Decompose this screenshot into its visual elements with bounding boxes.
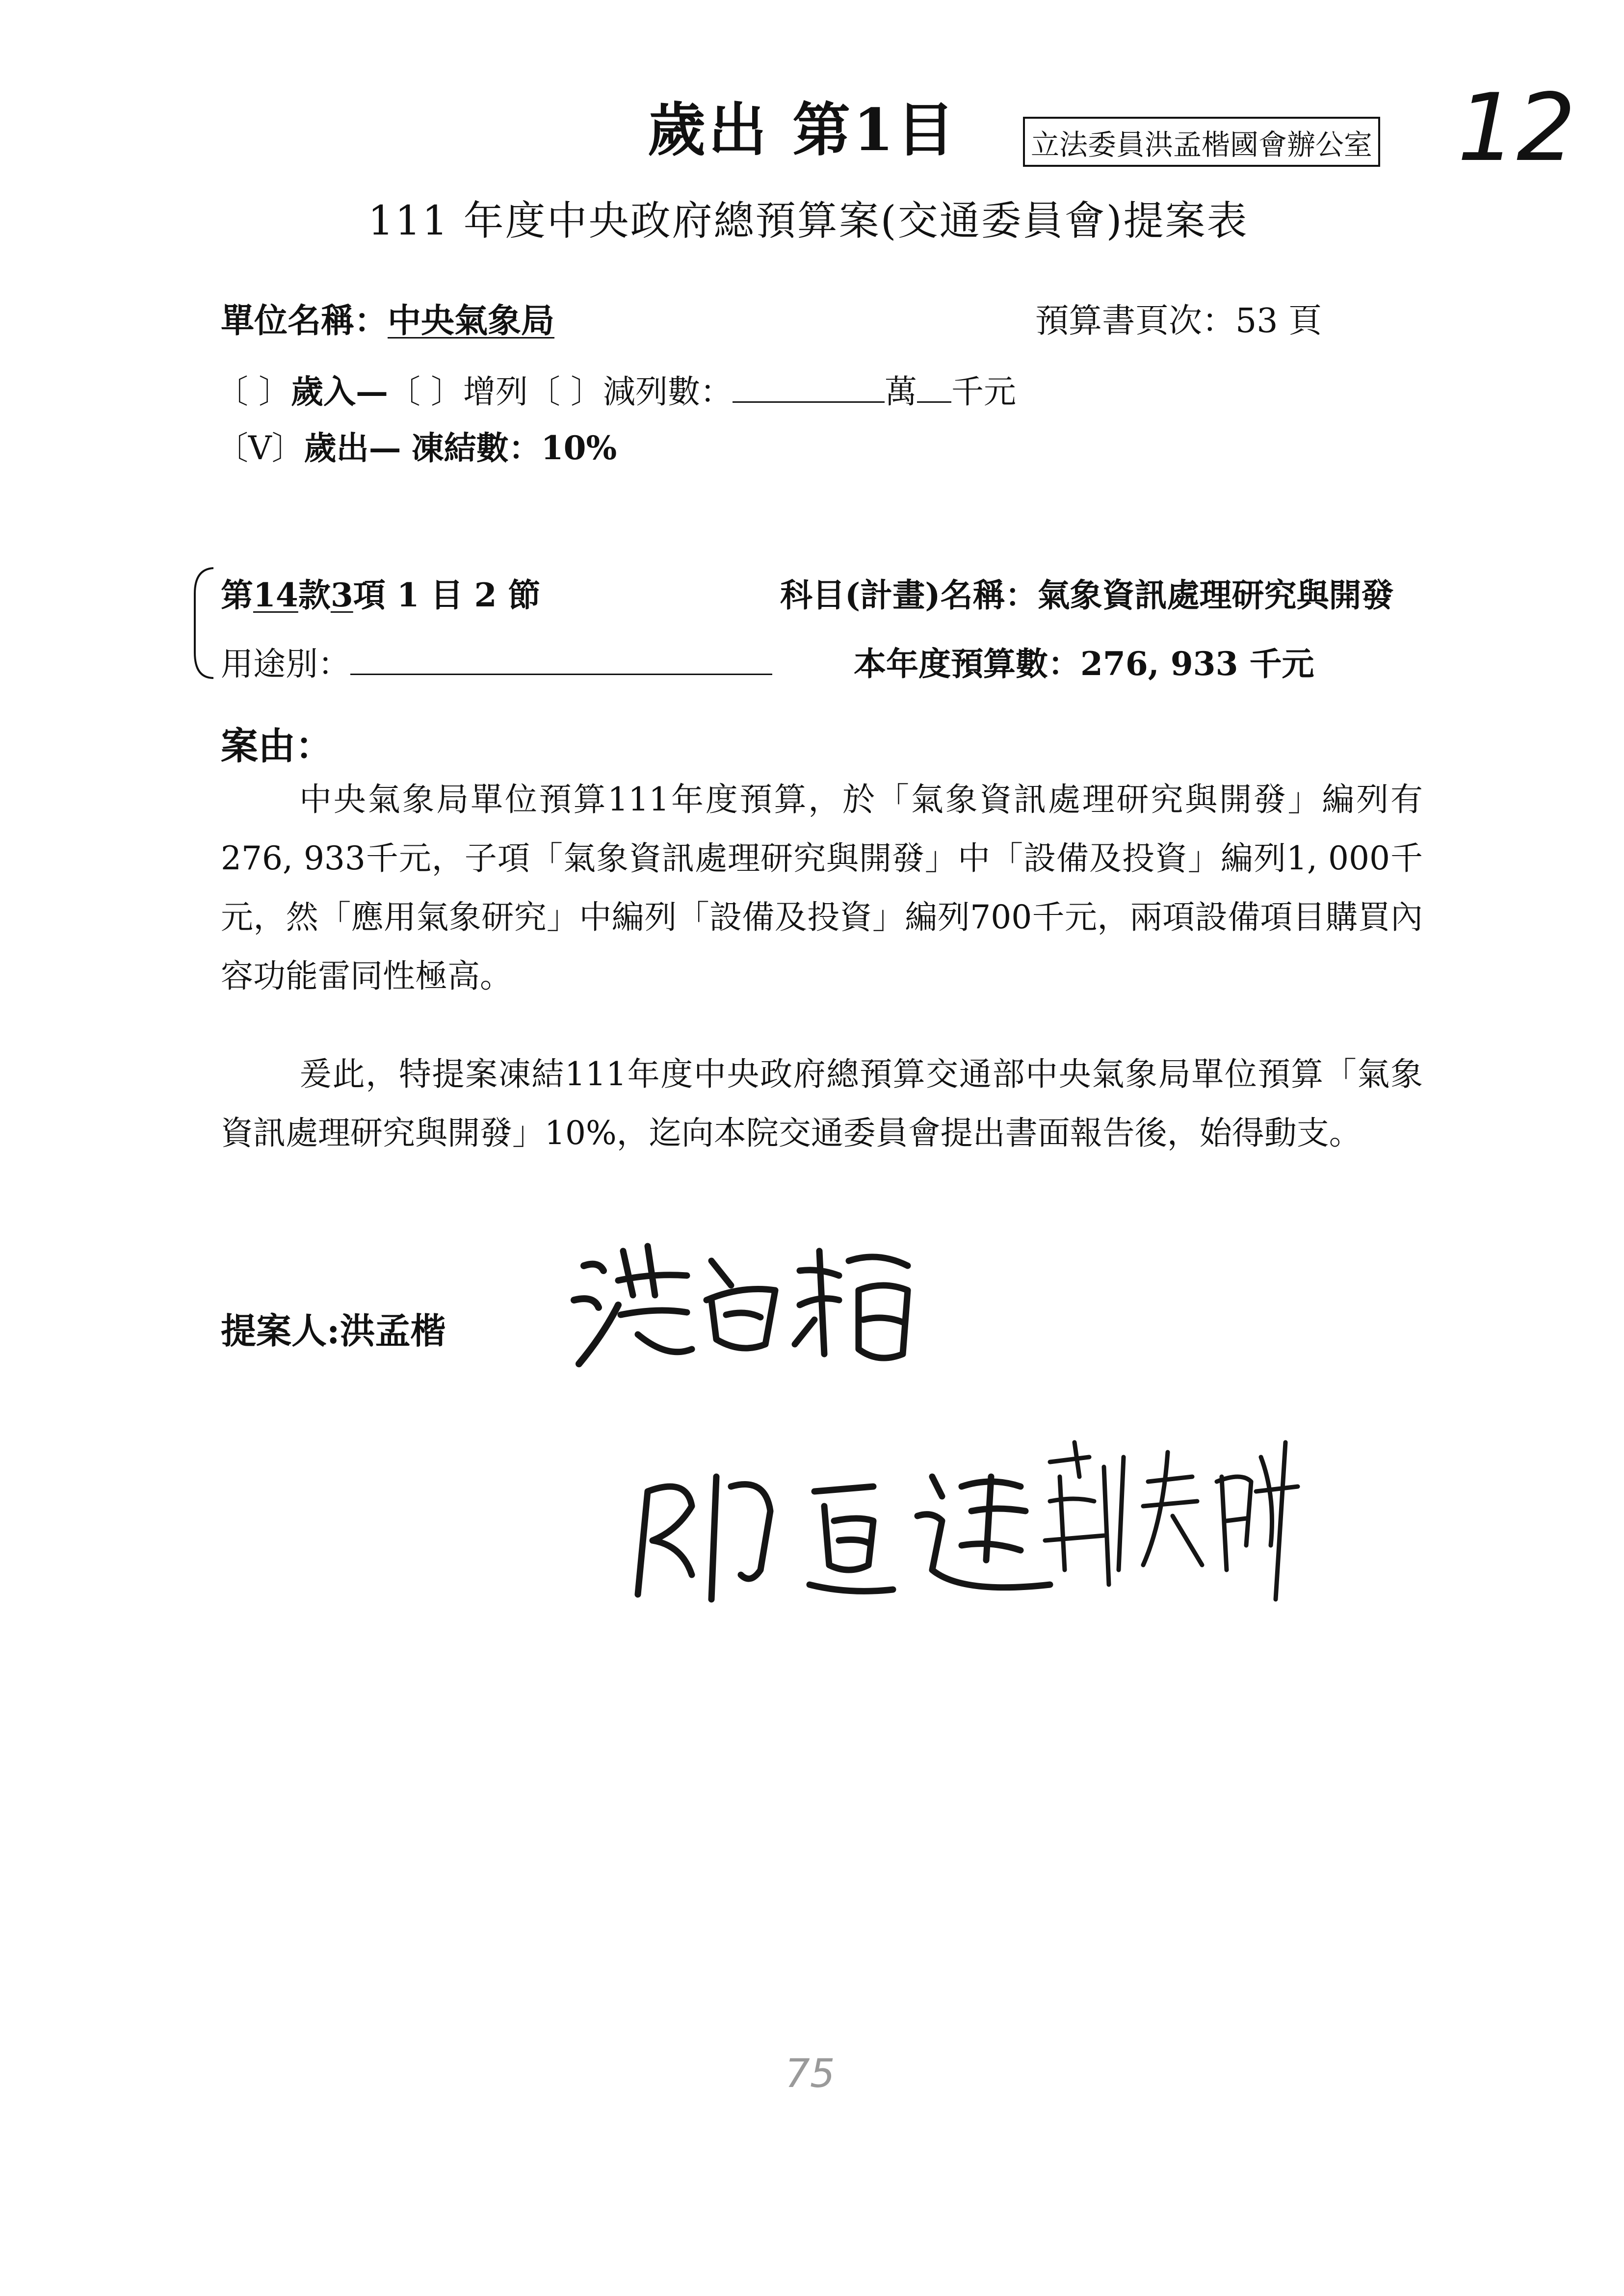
proposer-label: 提案人:洪孟楷 (221, 1310, 446, 1352)
footer-handwritten-number: 75 (785, 2051, 835, 2096)
revenue-row (216, 365, 1016, 412)
decrease-label: 〔 〕減列數： (527, 373, 733, 411)
page-title: 111 年度中央政府總預算案(交通委員會)提案表 (368, 198, 1249, 244)
subject-name: 科目(計畫)名稱：氣象資訊處理研究與開發 (780, 576, 1394, 614)
budget-amount: 本年度預算數：276, 933 千元 (854, 645, 1314, 683)
revenue-label: 歲入— (290, 372, 388, 411)
kuan-label: 款 (298, 576, 331, 614)
proposer-signature (564, 1222, 917, 1379)
reason-paragraph-2: 爰此，特提案凍結111年度中央政府總預算交通部中央氣象局單位預算「氣象資訊處理研究與開發」10%，迄向本院交通委員會提出書面報告後，始得動支。 (221, 1055, 1423, 1152)
item-bracket (189, 564, 218, 682)
revenue-checkbox: 〔 〕 (216, 373, 291, 411)
cosigner-signature-1 (618, 1447, 1070, 1614)
expense-label: 歲出— (304, 429, 401, 467)
office-stamp: 立法委員洪孟楷國會辦公室 (1023, 117, 1380, 167)
item-code-row (221, 569, 541, 616)
amount-blank (733, 401, 885, 403)
unit-row (221, 294, 554, 342)
freeze-amount: 凍結數：10% (411, 429, 617, 467)
budget-page-ref: 預算書頁次：53 頁 (1035, 302, 1322, 340)
unit-label: 單位名稱： (221, 301, 388, 340)
wan-unit: 萬 (884, 373, 917, 411)
expense-row (216, 422, 617, 469)
xiang-number: 3 (330, 576, 353, 614)
usage-row (221, 638, 772, 684)
expense-checkbox: 〔V〕 (216, 429, 304, 467)
reason-paragraph-1: 中央氣象局單位預算111年度預算，於「氣象資訊處理研究與開發」編列有276, 933千元，子項「氣象資訊處理研究與開發」中「設備及投資」編列1, 000千元，然「應用氣象研究」中編列「設備及投資」編列700千元，兩項設備項目購買內容功能雷同性極高。 (221, 781, 1423, 995)
kuan-number: 14 (253, 576, 298, 614)
wan-blank (917, 401, 951, 403)
usage-label: 用途別： (221, 645, 350, 683)
increase-label: 〔 〕增列 (388, 373, 528, 411)
category-stamp: 歲出 第1目 (648, 96, 958, 164)
reason-heading: 案由： (221, 724, 333, 768)
usage-blank (350, 674, 772, 675)
item-rest: 項 1 目 2 節 (353, 576, 541, 614)
cosigner-signature-2 (1030, 1423, 1305, 1609)
thousand-unit: 千元 (951, 373, 1016, 411)
page-mark: 12 (1457, 74, 1576, 182)
unit-name: 中央氣象局 (388, 301, 555, 340)
di-label: 第 (221, 576, 253, 614)
